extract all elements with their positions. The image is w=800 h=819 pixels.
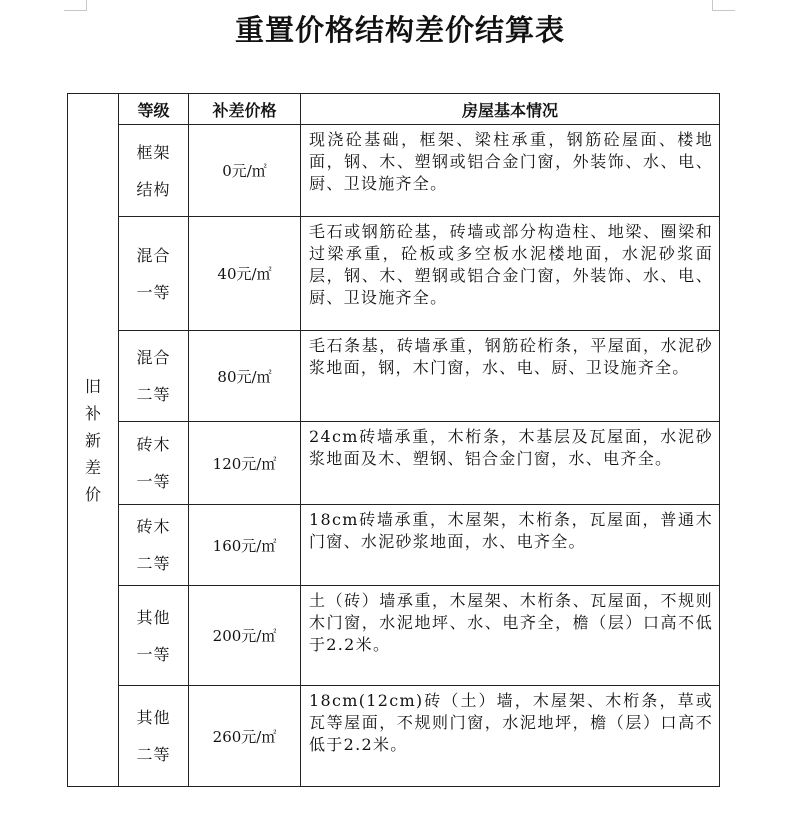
description-cell: 18cm砖墙承重，木屋架，木桁条，瓦屋面，普通木门窗、水泥砂浆地面，水、电齐全。: [301, 505, 720, 586]
description-cell: 毛石或钢筋砼基，砖墙或部分构造柱、地梁、圈梁和过梁承重，砼板或多空板水泥楼地面，水泥砂浆面层，钢、木、塑钢或铝合金门窗，外装饰、水、电、厨、卫设施齐全。: [301, 217, 720, 331]
table-row: [68, 422, 720, 505]
price-cell: 40元/㎡: [189, 217, 301, 331]
grade-label: 砖木二等: [136, 517, 171, 573]
grade-label: 其他二等: [136, 708, 171, 764]
header-description: 房屋基本情况: [301, 94, 720, 125]
description-cell: 毛石条基，砖墙承重，钢筋砼桁条，平屋面，水泥砂浆地面，钢，木门窗，水、电、厨、卫设施齐全。: [301, 331, 720, 422]
header-grade: 等级: [119, 94, 189, 125]
header-price: 补差价格: [189, 94, 301, 125]
description-cell: 土（砖）墙承重，木屋架、木桁条、瓦屋面，不规则木门窗，水泥地坪、水、电齐全，檐（层）口高不低于2.2米。: [301, 586, 720, 686]
description-cell: 18cm(12cm)砖（土）墙，木屋架、木桁条，草或瓦等屋面，不规则门窗，水泥地坪，檐（层）口高不低于2.2米。: [301, 686, 720, 787]
table-row: [68, 125, 720, 217]
side-label-cell: [68, 94, 119, 787]
table-row: [68, 686, 720, 787]
grade-label: 框架结构: [136, 142, 171, 199]
document-title: 重置价格结构差价结算表: [234, 13, 565, 47]
grade-cell: [119, 686, 189, 787]
price-cell: 120元/㎡: [189, 422, 301, 505]
grade-label: 混合二等: [136, 348, 171, 404]
grade-cell: [119, 505, 189, 586]
grade-label: 其他一等: [136, 607, 171, 664]
side-label: 旧补新差价: [84, 376, 101, 504]
grade-cell: [119, 125, 189, 217]
price-difference-table: [67, 93, 720, 787]
table-row: [68, 331, 720, 422]
price-cell: 160元/㎡: [189, 505, 301, 586]
description-cell: 现浇砼基础，框架、梁柱承重，钢筋砼屋面、楼地面，钢、木、塑钢或铝合金门窗，外装饰、水、电、厨、卫设施齐全。: [301, 125, 720, 217]
price-cell: 200元/㎡: [189, 586, 301, 686]
price-cell: 0元/㎡: [189, 125, 301, 217]
grade-cell: [119, 217, 189, 331]
grade-cell: [119, 586, 189, 686]
grade-cell: [119, 422, 189, 505]
table-row: [68, 586, 720, 686]
table-row: [68, 217, 720, 331]
description-cell: 24cm砖墙承重，木桁条，木基层及瓦屋面，水泥砂浆地面及木、塑钢、铝合金门窗，水、电齐全。: [301, 422, 720, 505]
price-cell: 80元/㎡: [189, 331, 301, 422]
grade-label: 砖木一等: [136, 435, 171, 491]
grade-label: 混合一等: [136, 245, 171, 302]
grade-cell: [119, 331, 189, 422]
table-header-row: [68, 94, 720, 125]
table-row: [68, 505, 720, 586]
price-cell: 260元/㎡: [189, 686, 301, 787]
